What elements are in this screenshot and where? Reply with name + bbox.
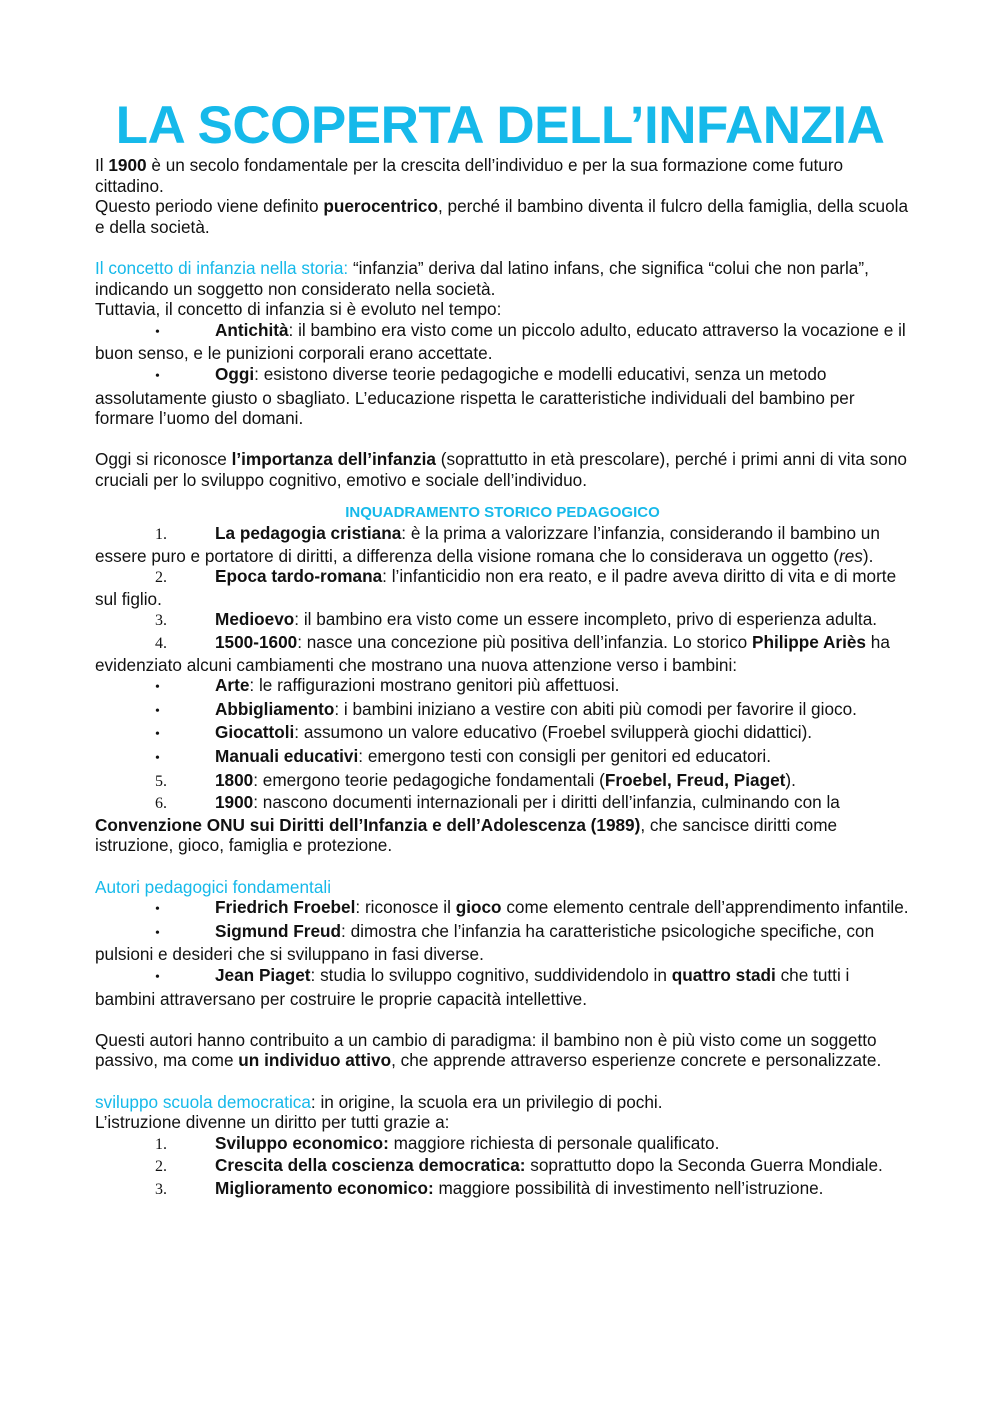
- history-heading: INQUADRAMENTO STORICO PEDAGOGICO: [345, 503, 660, 521]
- list-item: • Arte: le raffigurazioni mostrano genitori più affettuosi.: [155, 675, 620, 696]
- list-item: • Manuali educativi: emergono testi con consigli per genitori ed educatori.: [155, 746, 772, 767]
- list-item: 3. Miglioramento economico: maggiore possibilità di investimento nell’istruzione.: [155, 1177, 824, 1198]
- intro-paragraph-2: Questo periodo viene definito puerocentrico, perché il bambino diventa il fulcro della famiglia, della scuola e della società.: [95, 196, 909, 237]
- list-item: 1. La pedagogia cristiana: è la prima a valorizzare l’infanzia, considerando il bambino un essere puro e portatore di diritti, a differenza della visione romana che lo considerava un oggetto (res).: [95, 523, 880, 566]
- list-item: 3. Medioevo: il bambino era visto come un essere incompleto, privo di esperienza adulta.: [155, 609, 878, 630]
- authors-heading: Autori pedagogici fondamentali: [95, 876, 332, 897]
- list-item: • Giocattoli: assumono un valore educativo (Froebel svilupperà giochi didattici).: [155, 722, 813, 743]
- list-item: • Abbigliamento: i bambini iniziano a vestire con abiti più comodi per favorire il gioco.: [155, 698, 857, 719]
- democratic-intro: L’istruzione divenne un diritto per tutti grazie a:: [95, 1112, 450, 1133]
- list-item: • Friedrich Froebel: riconosce il gioco come elemento centrale dell’apprendimento infantile.: [155, 897, 909, 918]
- list-item: 5. 1800: emergono teorie pedagogiche fondamentali (Froebel, Freud, Piaget).: [155, 769, 796, 790]
- bullet-marker: •: [155, 368, 160, 384]
- list-item: 2. Epoca tardo-romana: l’infanticidio non era reato, e il padre aveva diritto di vita e di morte sul figlio.: [95, 566, 897, 609]
- list-item: 4. 1500-1600: nasce una concezione più positiva dell’infanzia. Lo storico Philippe Ariès ha evidenziato alcuni cambiamenti che mostrano una nuova attenzione verso i bambini:: [95, 632, 890, 675]
- list-item: 1. Sviluppo economico: maggiore richiesta di personale qualificato.: [155, 1132, 720, 1153]
- bullet-marker: •: [155, 324, 160, 340]
- list-item: • Oggi: esistono diverse teorie pedagogiche e modelli educativi, senza un metodo assolutamente giusto o sbagliato. L’educazione rispetta le caratteristiche individuali del bambino per formare l’uomo del domani.: [95, 363, 855, 429]
- list-item: 6. 1900: nascono documenti internazionali per i diritti dell’infanzia, culminando con la Convenzione ONU sui Diritti dell’Infanzia e dell’Adolescenza (1989), che sancisce diritti come istruzione, gioco, famiglia e protezione.: [95, 792, 840, 856]
- list-item: • Sigmund Freud: dimostra che l’infanzia ha caratteristiche psicologiche specifiche, con pulsioni e desideri che si sviluppano in fasi diverse.: [95, 920, 875, 965]
- democratic-paragraph: sviluppo scuola democratica: in origine, la scuola era un privilegio di pochi.: [95, 1091, 663, 1112]
- intro-paragraph-1: Il 1900 è un secolo fondamentale per la crescita dell’individuo e per la sua formazione come futuro cittadino.: [95, 155, 844, 196]
- list-item: • Antichità: il bambino era visto come un piccolo adulto, educato attraverso la vocazione e il buon senso, e le punizioni corporali erano accettate.: [95, 319, 906, 364]
- document-body: [95, 155, 910, 1201]
- list-item: • Jean Piaget: studia lo sviluppo cognitivo, suddividendolo in quattro stadi che tutti i bambini attraversano per costruire le proprie capacità intellettive.: [95, 964, 850, 1009]
- concept-evolution: Tuttavia, il concetto di infanzia si è evoluto nel tempo:: [95, 299, 502, 320]
- list-item: 2. Crescita della coscienza democratica: soprattutto dopo la Seconda Guerra Mondiale.: [155, 1155, 883, 1176]
- democratic-heading: sviluppo scuola democratica: [95, 1091, 311, 1112]
- authors-summary: Questi autori hanno contribuito a un cambio di paradigma: il bambino non è più visto come un soggetto passivo, ma come un individuo attivo, che apprende attraverso esperienze concrete e personalizzate.: [95, 1029, 882, 1071]
- concept-heading: Il concetto di infanzia nella storia:: [95, 257, 349, 278]
- concept-paragraph: Il concetto di infanzia nella storia: “infanzia” deriva dal latino infans, che significa “colui che non parla”, indicando un soggetto non considerato nella società.: [95, 257, 869, 299]
- page-title: LA SCOPERTA DELL’INFANZIA: [115, 96, 885, 155]
- importance-paragraph: Oggi si riconosce l’importanza dell’infanzia (soprattutto in età prescolare), perché i primi anni di vita sono cruciali per lo sviluppo cognitivo, emotivo e sociale dell’individuo.: [95, 449, 907, 490]
